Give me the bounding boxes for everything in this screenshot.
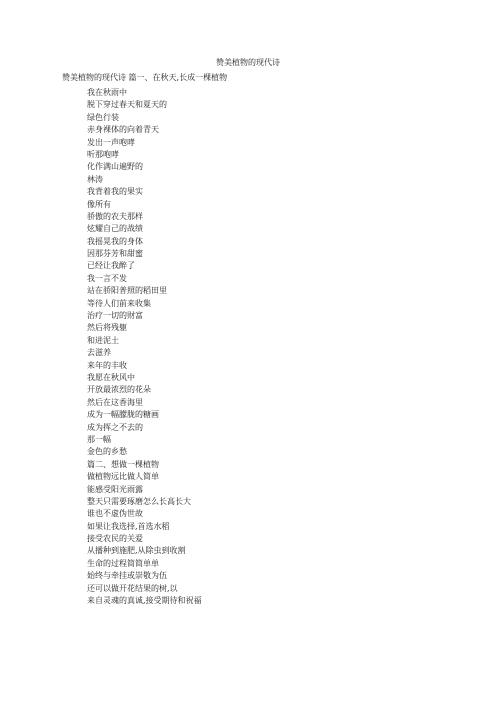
- poem-line: 炫耀自己的战绩: [87, 224, 143, 234]
- poem-line: 我愿在秋风中: [87, 372, 135, 382]
- poem-line: 然后将残躯: [87, 323, 127, 333]
- poem-line: 成为一幅朦胧的糖画: [87, 410, 159, 420]
- poem-line: 来年的丰收: [87, 360, 127, 370]
- poem-line: 来自灵魂的真诚,接受期待和祝福: [87, 596, 202, 606]
- poem-line: 去滋养: [87, 348, 111, 358]
- section-heading: 赞美植物的现代诗 篇一、在秋天,长成一棵植物: [62, 73, 228, 82]
- poem-line: 从播种到施肥,从除虫到收割: [87, 546, 186, 556]
- poem-line: 我背着我的果实: [87, 187, 143, 197]
- poem-line: 发出一声咆哮: [87, 137, 135, 147]
- poem-line: 已经让我醉了: [87, 261, 135, 271]
- poem-line: 那一幅: [87, 434, 111, 444]
- poem-line: 篇二、想做一棵植物: [87, 459, 159, 469]
- poem-line: 谁也不虚伪世故: [87, 509, 143, 519]
- poem-line: 生命的过程简简单单: [87, 558, 159, 568]
- poem-line: 整天只需要琢磨怎么长高长大: [87, 496, 191, 506]
- poem-line: 站在骄阳普照的稻田里: [87, 286, 167, 296]
- poem-line: 然后在这香海里: [87, 397, 143, 407]
- poem-line: 治疗一切的财富: [87, 311, 143, 321]
- poem-line: 能感受阳光雨露: [87, 484, 143, 494]
- poem-line: 赤身裸体的向着青天: [87, 125, 159, 135]
- poem-line: 我在秋雨中: [87, 88, 127, 97]
- poem-line: 接受农民的关爱: [87, 534, 143, 544]
- poem-line: 脱下穿过春天和夏天的: [87, 100, 167, 110]
- poem-line: 还可以做开花结果的树,以: [87, 583, 178, 593]
- poem-line: 我摇晃我的身体: [87, 236, 143, 246]
- poem-line: 和进泥土: [87, 335, 119, 345]
- poem-lines: [87, 87, 202, 607]
- poem-line: 等待人们前来收集: [87, 298, 151, 308]
- poem-line: 始终与牵挂或崇敬为伍: [87, 571, 167, 581]
- poem-line: 像所有: [87, 199, 111, 209]
- poem-line: 开放最浓烈的花朵: [87, 385, 151, 395]
- poem-line: 听那咆哮: [87, 149, 119, 159]
- poem-line: 绿色行装: [87, 112, 119, 122]
- poem-line: 成为挥之不去的: [87, 422, 143, 432]
- poem-line: 做植物远比做人简单: [87, 472, 159, 482]
- poem-line: 化作满山遍野的: [87, 162, 143, 172]
- poem-line: 林涛: [87, 174, 103, 184]
- poem-line: 我一言不发: [87, 273, 127, 283]
- document-title: 赞美植物的现代诗: [216, 58, 280, 67]
- poem-line: 骄傲的农夫那样: [87, 211, 143, 221]
- poem-line: 如果让我选择,首选水稻: [87, 521, 170, 531]
- poem-line: 因那芬芳和甜蜜: [87, 249, 143, 259]
- poem-line: 金色的乡愁: [87, 447, 127, 457]
